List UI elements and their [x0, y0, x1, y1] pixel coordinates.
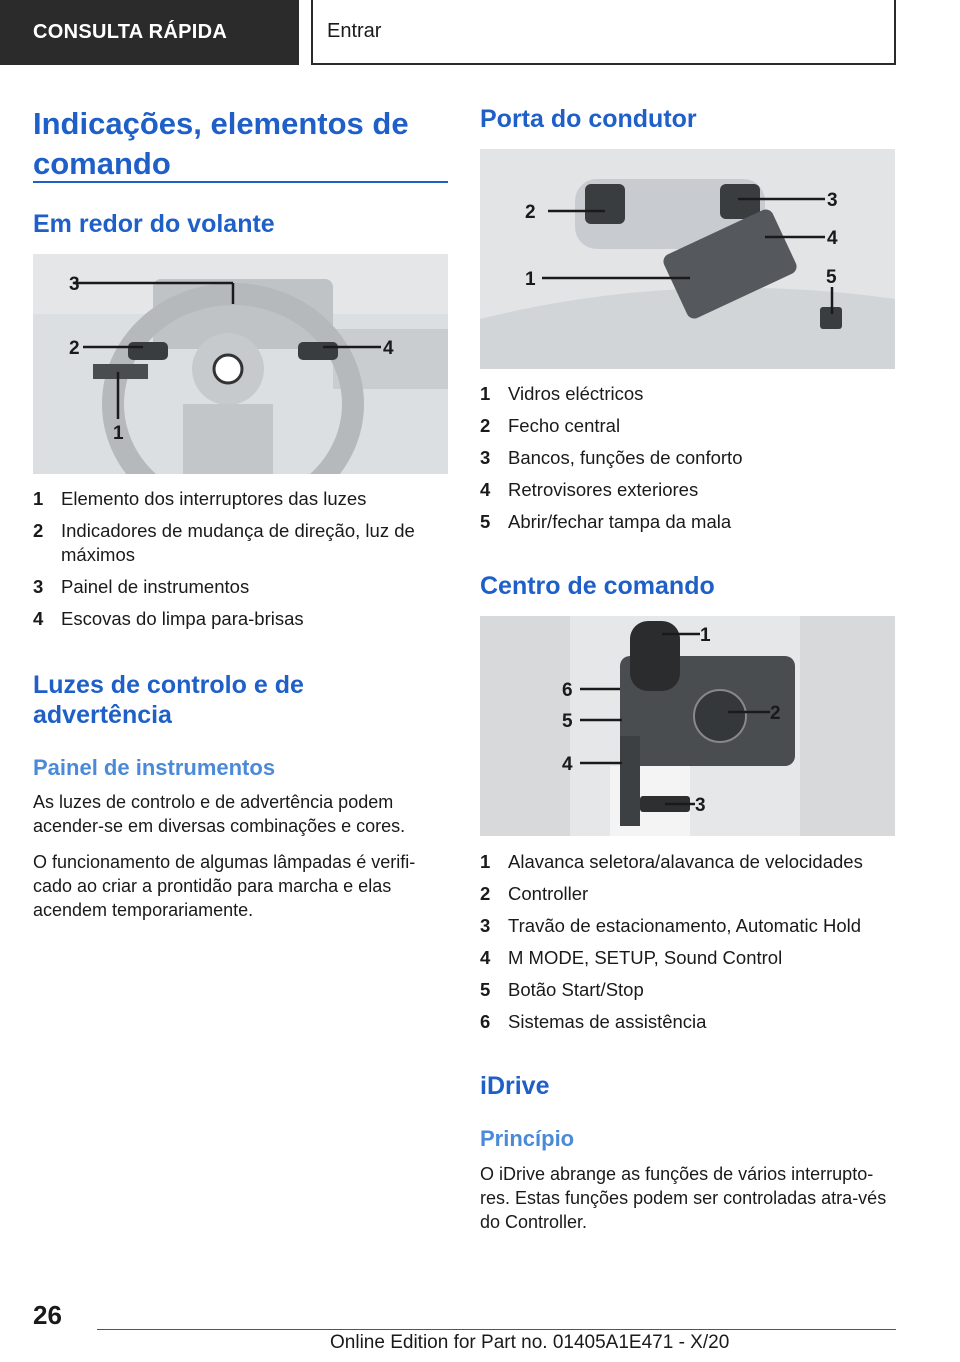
item-number: 5: [480, 979, 491, 1000]
warnings-paragraph-2: O funcionamento de algumas lâmpadas é verifi-cado ao criar a prontidão para marcha e elas acendem temporariamente.: [33, 852, 416, 920]
item-number: 2: [480, 883, 491, 904]
callout-3: 3: [69, 274, 80, 295]
item-text: Escovas do limpa para-brisas: [61, 608, 304, 629]
callout-2: 2: [69, 338, 80, 359]
item-text: Retrovisores exteriores: [508, 479, 699, 500]
section-label: CONSULTA RÁPIDA: [33, 21, 228, 43]
section-tab: [0, 0, 299, 65]
list-item: [33, 487, 448, 511]
steering-wheel-illustration: [33, 254, 448, 474]
list-item: [480, 478, 895, 502]
item-text: Travão de estacionamento, Automatic Hold: [508, 915, 862, 936]
list-item: [480, 1010, 895, 1034]
callout-4: 4: [562, 754, 573, 775]
idrive-paragraph: O iDrive abrange as funções de vários interrupto-res. Estas funções podem ser controladas atra-vés do Controller.: [480, 1164, 887, 1232]
list-item: [480, 882, 895, 906]
item-number: 4: [480, 479, 491, 500]
item-text: Painel de instrumentos: [61, 576, 250, 597]
list-item: [33, 519, 448, 567]
item-text: Sistemas de assistência: [508, 1011, 707, 1032]
footer-rule: [97, 1329, 896, 1330]
item-text: Elemento dos interruptores das luzes: [61, 488, 367, 509]
page-number: 26: [33, 1300, 62, 1330]
callout-2: 2: [770, 703, 781, 724]
console-legend: [480, 850, 895, 1042]
callout-1: 1: [700, 625, 711, 646]
list-item: [480, 850, 895, 874]
item-text: Bancos, funções de conforto: [508, 447, 743, 468]
item-text: Abrir/fechar tampa da mala: [508, 511, 732, 532]
list-item: [480, 978, 895, 1002]
item-number: 1: [480, 383, 491, 404]
door-heading: Porta do condutor: [480, 105, 697, 133]
item-number: 4: [33, 608, 44, 629]
callout-3: 3: [827, 190, 838, 211]
callout-1: 1: [525, 269, 536, 290]
item-number: 3: [33, 576, 44, 597]
item-text: Controller: [508, 883, 589, 904]
item-number: 1: [480, 851, 491, 872]
list-item: [480, 382, 895, 406]
callout-6: 6: [562, 680, 573, 701]
callout-3: 3: [695, 795, 706, 816]
item-text: Botão Start/Stop: [508, 979, 644, 1000]
item-number: 6: [480, 1011, 491, 1032]
console-heading: Centro de comando: [480, 572, 715, 600]
list-item: [480, 446, 895, 470]
item-text: Vidros eléctricos: [508, 383, 644, 404]
callout-4: 4: [827, 228, 838, 249]
list-item: [33, 575, 448, 599]
idrive-subheading: Princípio: [480, 1126, 575, 1151]
topic-label: Entrar: [327, 20, 382, 42]
warnings-paragraph-1: As luzes de controlo e de advertência podem acender-se em diversas combinações e cores.: [33, 792, 406, 836]
driver-door-illustration: [480, 149, 895, 369]
item-text: Indicadores de mudança de direção, luz de máximos: [61, 520, 415, 565]
item-number: 3: [480, 447, 491, 468]
list-item: [480, 414, 895, 438]
warnings-subheading: Painel de instrumentos: [33, 755, 276, 780]
list-item: [480, 510, 895, 534]
list-item: [480, 946, 895, 970]
door-legend: [480, 382, 895, 542]
topic-tab: [311, 0, 896, 65]
callout-5: 5: [826, 267, 837, 288]
item-text: M MODE, SETUP, Sound Control: [508, 947, 783, 968]
item-number: 1: [33, 488, 44, 509]
callout-5: 5: [562, 711, 573, 732]
steering-legend: [33, 487, 448, 639]
edition-note: Online Edition for Part no. 01405A1E471 - X/20: [330, 1332, 730, 1353]
list-item: [480, 914, 895, 938]
item-text: Alavanca seletora/alavanca de velocidades: [508, 851, 863, 872]
item-text: Fecho central: [508, 415, 621, 436]
warnings-heading: Luzes de controlo e de advertência: [33, 671, 304, 729]
title-rule: [33, 181, 448, 183]
center-console-photo: [480, 616, 895, 836]
item-number: 3: [480, 915, 491, 936]
item-number: 2: [33, 520, 44, 541]
callout-4: 4: [383, 338, 394, 359]
steering-wheel-photo: [33, 254, 448, 474]
idrive-heading: iDrive: [480, 1072, 550, 1100]
callout-1: 1: [113, 423, 124, 444]
callout-2: 2: [525, 202, 536, 223]
item-number: 4: [480, 947, 491, 968]
steering-heading: Em redor do volante: [33, 210, 275, 238]
driver-door-photo: [480, 149, 895, 369]
list-item: [33, 607, 448, 631]
item-number: 5: [480, 511, 491, 532]
center-console-illustration: [480, 616, 895, 836]
item-number: 2: [480, 415, 491, 436]
page-title: Indicações, elementos de comando: [33, 106, 409, 181]
